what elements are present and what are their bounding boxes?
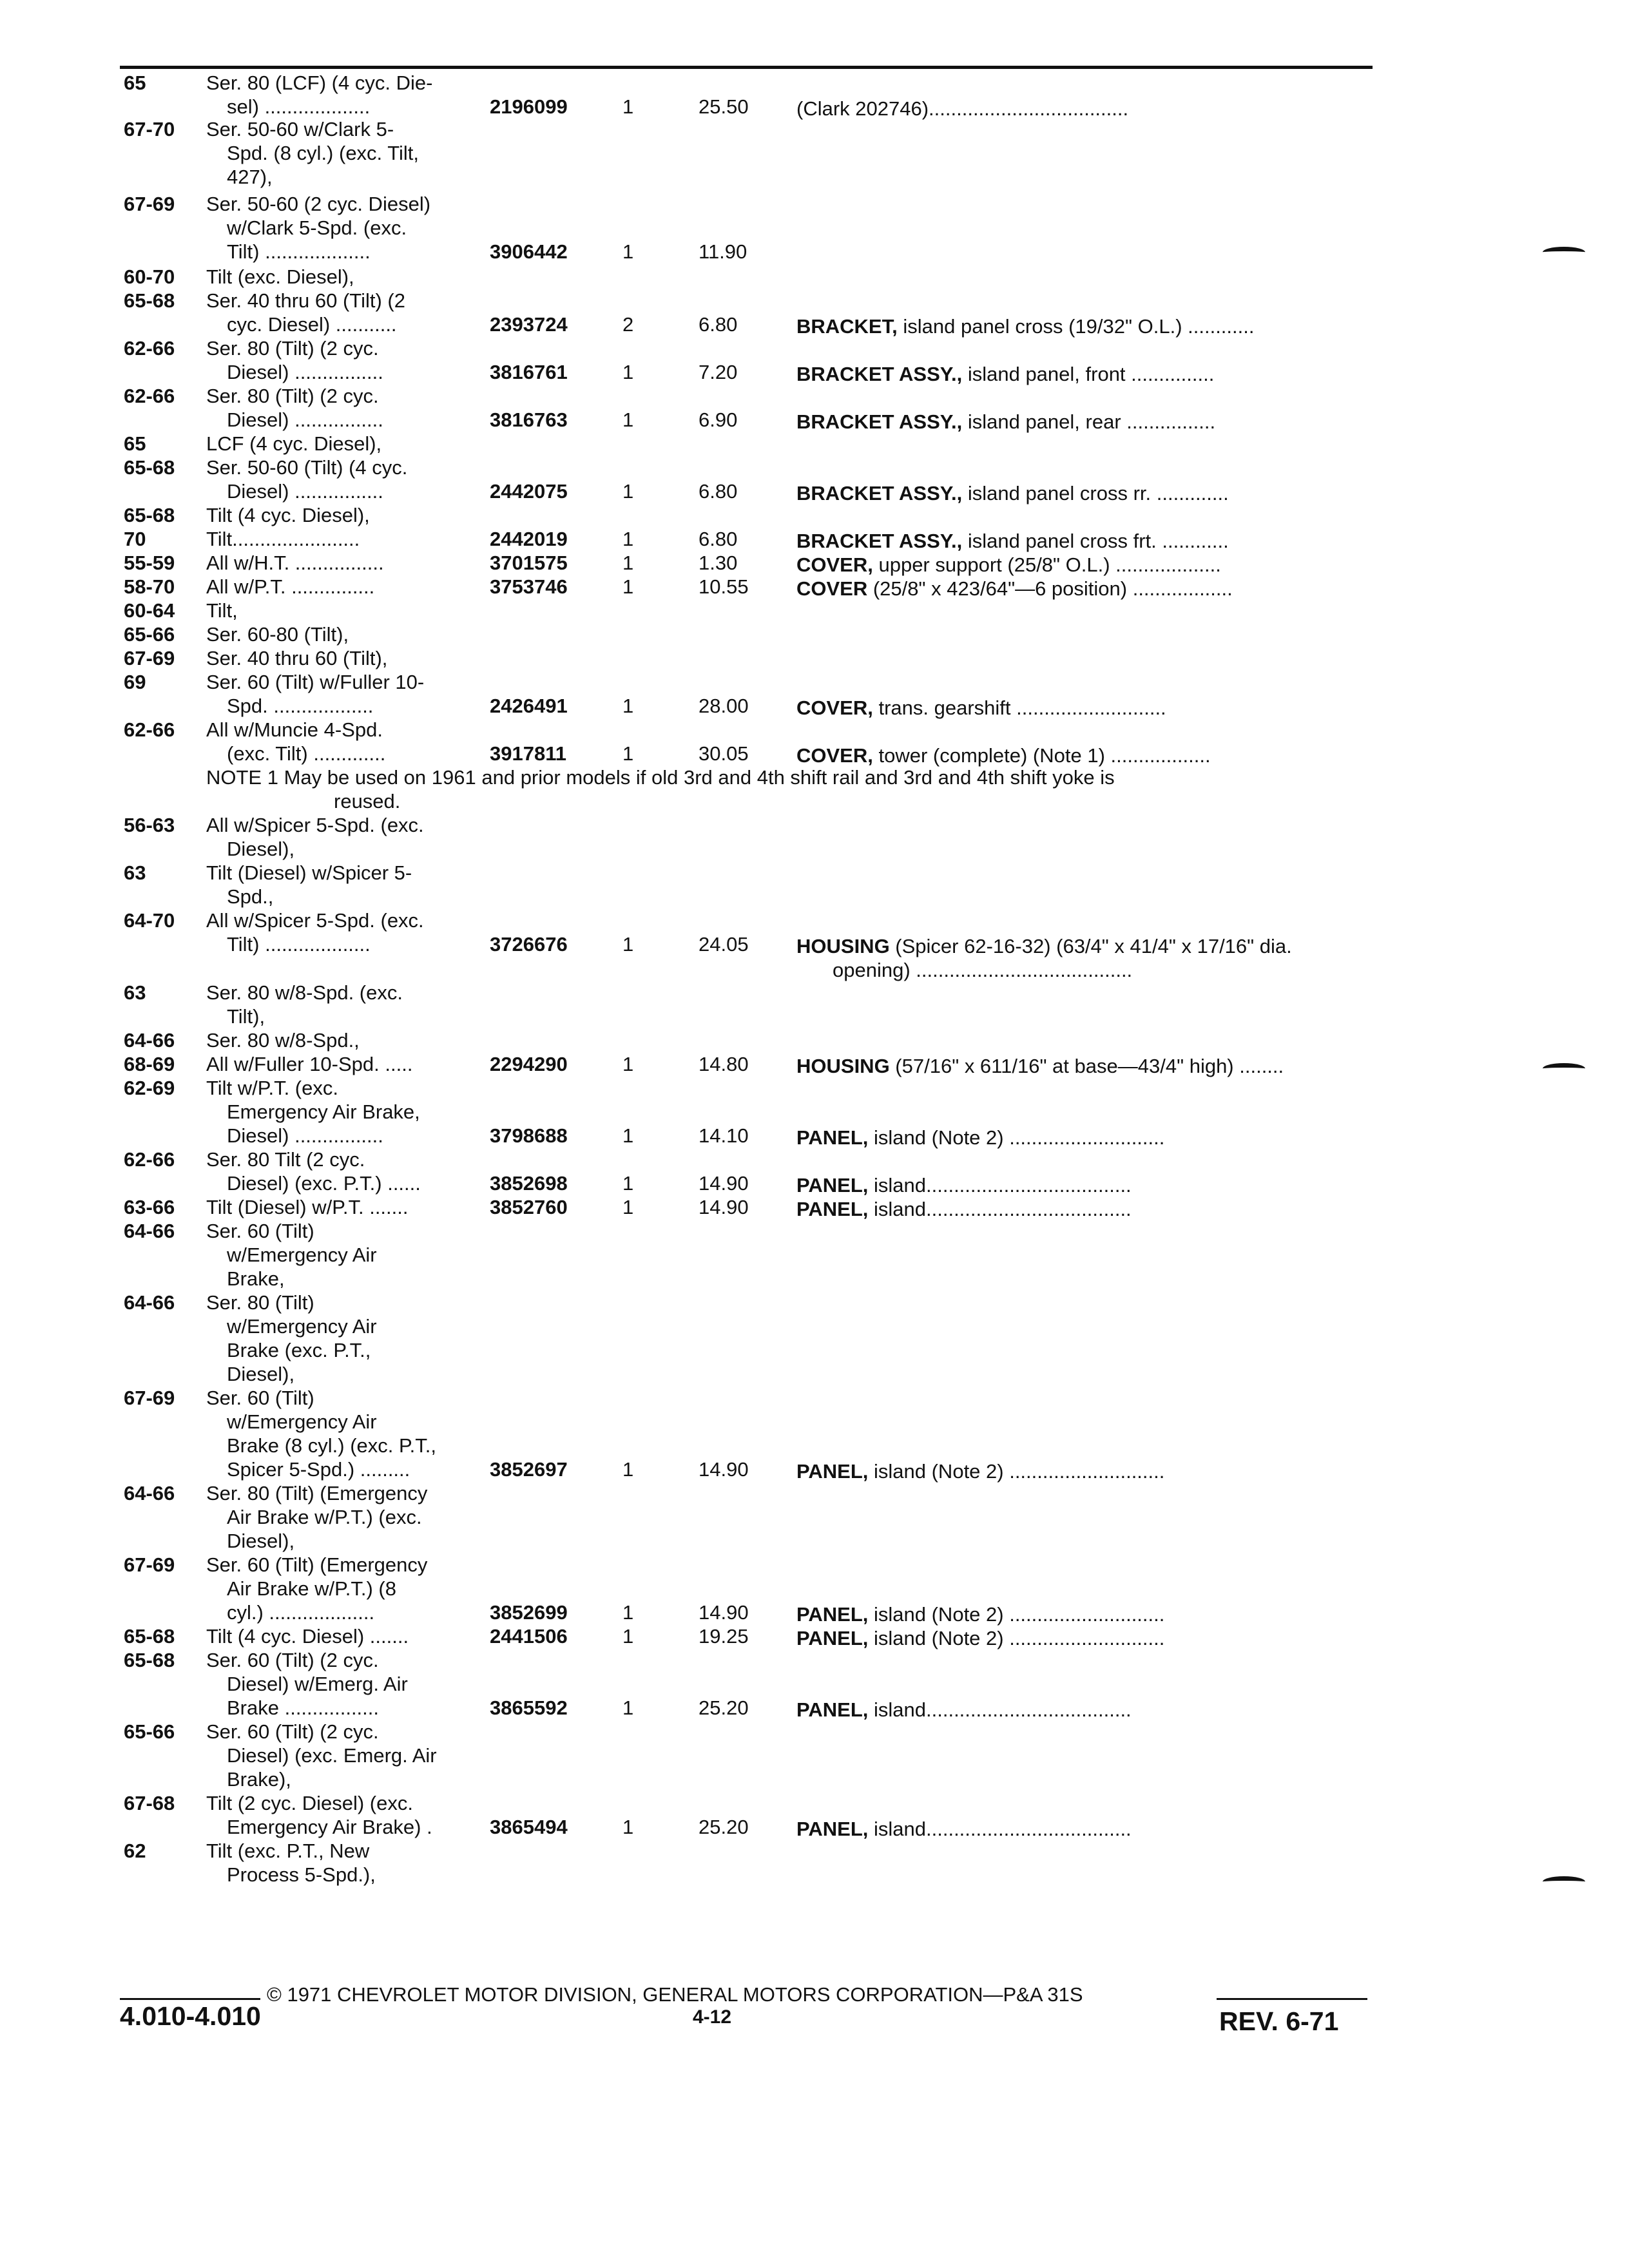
- note-line: NOTE 1 May be used on 1961 and prior models if old 3rd and 4th shift rail and 3rd and 4th shift yoke is: [206, 766, 1115, 789]
- part-name: BRACKET,: [796, 315, 898, 338]
- part-number: 2196099: [490, 95, 568, 118]
- application-text: Ser. 80 (Tilt) (2 cyc.: [206, 385, 379, 407]
- price: 14.80: [699, 1053, 749, 1075]
- application-text: Ser. 60 (Tilt) (2 cyc.: [206, 1649, 379, 1671]
- model-years: 58-70: [124, 575, 175, 598]
- part-description: [796, 97, 1128, 121]
- price: 1.30: [699, 552, 738, 574]
- quantity: 1: [622, 95, 634, 118]
- price: 25.20: [699, 1696, 749, 1719]
- model-years: 70: [124, 528, 146, 550]
- part-detail: island.....................................: [868, 1818, 1132, 1840]
- part-name: PANEL,: [796, 1198, 869, 1220]
- model-years: 67-68: [124, 1792, 175, 1814]
- model-years: 65-68: [124, 1625, 175, 1648]
- application-text: All w/Fuller 10-Spd. .....: [206, 1053, 413, 1075]
- part-detail: island (Note 2) ............................: [868, 1460, 1165, 1483]
- price: 6.80: [699, 528, 738, 550]
- part-description: [796, 1197, 1132, 1222]
- application-text: Ser. 60 (Tilt) (Emergency: [206, 1553, 428, 1576]
- model-years: 63-66: [124, 1196, 175, 1218]
- application-text: Spd.,: [227, 885, 274, 908]
- part-detail: island panel, rear ................: [962, 410, 1216, 433]
- part-description: [796, 529, 1229, 553]
- part-name: COVER,: [796, 744, 873, 767]
- model-years: 67-70: [124, 118, 175, 140]
- model-years: 67-69: [124, 1553, 175, 1576]
- model-years: 64-70: [124, 909, 175, 932]
- application-text: cyc. Diesel) ...........: [227, 313, 397, 336]
- price: 6.90: [699, 408, 738, 431]
- application-text: Brake (exc. P.T.,: [227, 1339, 371, 1361]
- price: 7.20: [699, 361, 738, 383]
- application-text: Tilt),: [227, 1005, 265, 1028]
- part-number: 3852698: [490, 1172, 568, 1195]
- part-detail: island (Note 2) ............................: [868, 1603, 1165, 1626]
- part-detail: upper support (25/8" O.L.) ...................: [872, 553, 1221, 576]
- footer-copyright: © 1971 CHEVROLET MOTOR DIVISION, GENERAL MOTORS CORPORATION—P&A 31S: [267, 1983, 1083, 2006]
- application-text: Diesel) ................: [227, 480, 383, 503]
- top-rule: [120, 66, 1373, 69]
- price: 14.10: [699, 1124, 749, 1147]
- part-number: 2393724: [490, 313, 568, 336]
- footer-rule: [1217, 1998, 1367, 2000]
- model-years: 62-69: [124, 1077, 175, 1099]
- application-text: LCF (4 cyc. Diesel),: [206, 432, 382, 455]
- part-description: [796, 744, 1211, 768]
- model-years: 67-69: [124, 647, 175, 669]
- price: 10.55: [699, 575, 749, 598]
- part-description: [796, 1817, 1132, 1841]
- application-text: 427),: [227, 166, 273, 188]
- page-notch-mark: [1543, 1063, 1585, 1074]
- model-years: 65-66: [124, 623, 175, 646]
- price: 25.50: [699, 95, 749, 118]
- application-text: Spd. (8 cyl.) (exc. Tilt,: [227, 142, 419, 164]
- application-text: Ser. 60 (Tilt) w/Fuller 10-: [206, 671, 425, 693]
- part-detail: island panel cross (19/32" O.L.) ............: [897, 315, 1255, 338]
- part-name: PANEL,: [796, 1460, 869, 1483]
- part-name: COVER,: [796, 697, 873, 719]
- part-description: [796, 1602, 1164, 1627]
- part-detail: island panel cross frt. ............: [962, 530, 1229, 552]
- part-number: 2442075: [490, 480, 568, 503]
- application-text: sel) ...................: [227, 95, 371, 118]
- application-text: Ser. 80 w/8-Spd. (exc.: [206, 981, 403, 1004]
- application-text: Ser. 60 (Tilt): [206, 1220, 314, 1242]
- part-detail: (57/16" x 611/16" at base—43/4" high) ........: [889, 1055, 1284, 1077]
- application-text: Process 5-Spd.),: [227, 1863, 376, 1886]
- model-years: 62-66: [124, 1148, 175, 1171]
- price: 28.00: [699, 695, 749, 717]
- price: 14.90: [699, 1196, 749, 1218]
- part-description: [796, 553, 1221, 577]
- quantity: 1: [622, 695, 634, 717]
- price: 30.05: [699, 742, 749, 765]
- quantity: 1: [622, 361, 634, 383]
- application-text: Tilt) ...................: [227, 933, 371, 956]
- model-years: 65: [124, 72, 146, 94]
- application-text: Tilt,: [206, 599, 238, 622]
- model-years: 63: [124, 861, 146, 884]
- price: 6.80: [699, 480, 738, 503]
- part-number: 3816761: [490, 361, 568, 383]
- quantity: 2: [622, 313, 634, 336]
- part-number: 2442019: [490, 528, 568, 550]
- part-description: [796, 577, 1233, 601]
- application-text: Air Brake w/P.T.) (exc.: [227, 1506, 422, 1528]
- page-notch-mark: [1543, 247, 1585, 258]
- part-number: 3865494: [490, 1816, 568, 1838]
- application-text: Spd. ..................: [227, 695, 374, 717]
- application-text: Tilt (2 cyc. Diesel) (exc.: [206, 1792, 413, 1814]
- part-number: 3852699: [490, 1601, 568, 1624]
- part-description: [796, 1626, 1164, 1651]
- model-years: 65-68: [124, 289, 175, 312]
- application-text: Diesel) w/Emerg. Air: [227, 1673, 408, 1695]
- part-description: [796, 696, 1166, 720]
- part-number: 3753746: [490, 575, 568, 598]
- part-number: 2294290: [490, 1053, 568, 1075]
- footer-rule: [120, 1998, 260, 2000]
- model-years: 64-66: [124, 1482, 175, 1504]
- part-detail: trans. gearshift ...........................: [872, 697, 1166, 719]
- quantity: 1: [622, 742, 634, 765]
- price: 6.80: [699, 313, 738, 336]
- model-years: 62: [124, 1840, 146, 1862]
- model-years: 60-70: [124, 265, 175, 288]
- application-text: All w/Spicer 5-Spd. (exc.: [206, 909, 424, 932]
- model-years: 62-66: [124, 337, 175, 360]
- part-name: COVER,: [796, 553, 873, 576]
- part-description: [796, 934, 1292, 959]
- application-text: Tilt (exc. P.T., New: [206, 1840, 370, 1862]
- part-name: PANEL,: [796, 1126, 869, 1149]
- model-years: 63: [124, 981, 146, 1004]
- application-text: (exc. Tilt) .............: [227, 742, 386, 765]
- application-text: Ser. 80 (LCF) (4 cyc. Die-: [206, 72, 433, 94]
- part-name: BRACKET ASSY.,: [796, 410, 963, 433]
- price: 11.90: [699, 240, 747, 263]
- part-name: PANEL,: [796, 1698, 869, 1721]
- part-description: [796, 1698, 1132, 1722]
- application-text: Diesel),: [227, 1530, 295, 1552]
- application-text: Tilt (4 cyc. Diesel),: [206, 504, 370, 526]
- application-text: Emergency Air Brake,: [227, 1100, 420, 1123]
- application-text: Diesel) ................: [227, 361, 383, 383]
- part-name: PANEL,: [796, 1818, 869, 1840]
- model-years: 65-66: [124, 1720, 175, 1743]
- model-years: 64-66: [124, 1291, 175, 1314]
- part-name: BRACKET ASSY.,: [796, 363, 963, 385]
- part-detail: island panel, front ...............: [962, 363, 1215, 385]
- price: 14.90: [699, 1601, 749, 1624]
- application-text: Ser. 80 (Tilt): [206, 1291, 314, 1314]
- application-text: Ser. 50-60 w/Clark 5-: [206, 118, 394, 140]
- application-text: Ser. 80 (Tilt) (2 cyc.: [206, 337, 379, 360]
- application-text: All w/Spicer 5-Spd. (exc.: [206, 814, 424, 836]
- part-description: [796, 1054, 1284, 1079]
- price: 19.25: [699, 1625, 749, 1648]
- quantity: 1: [622, 1816, 634, 1838]
- model-years: 62-66: [124, 718, 175, 741]
- application-text: All w/Muncie 4-Spd.: [206, 718, 383, 741]
- revision: REV. 6-71: [1219, 2006, 1339, 2036]
- application-text: Ser. 80 (Tilt) (Emergency: [206, 1482, 428, 1504]
- part-number: 3865592: [490, 1696, 568, 1719]
- part-number: 3917811: [490, 742, 566, 765]
- application-text: Brake (8 cyl.) (exc. P.T.,: [227, 1434, 437, 1457]
- application-text: Brake,: [227, 1267, 285, 1290]
- model-years: 60-64: [124, 599, 175, 622]
- application-text: Air Brake w/P.T.) (8: [227, 1577, 397, 1600]
- model-years: 64-66: [124, 1220, 175, 1242]
- model-years: 65-68: [124, 1649, 175, 1671]
- application-text: Diesel) (exc. Emerg. Air: [227, 1744, 437, 1767]
- application-text: Tilt (exc. Diesel),: [206, 265, 354, 288]
- price: 25.20: [699, 1816, 749, 1838]
- part-name: PANEL,: [796, 1603, 869, 1626]
- application-text: Tilt (4 cyc. Diesel) .......: [206, 1625, 409, 1648]
- quantity: 1: [622, 240, 634, 263]
- quantity: 1: [622, 1053, 634, 1075]
- part-detail: (25/8" x 423/64"—6 position) ..................: [867, 577, 1233, 600]
- quantity: 1: [622, 1625, 634, 1648]
- part-number: 3906442: [490, 240, 568, 263]
- part-name: HOUSING: [796, 1055, 890, 1077]
- quantity: 1: [622, 1124, 634, 1147]
- part-detail: (Spicer 62-16-32) (63/4" x 41/4" x 17/16" dia.: [889, 935, 1292, 957]
- part-description: [796, 362, 1214, 387]
- part-description: [796, 481, 1229, 506]
- model-years: 55-59: [124, 552, 175, 574]
- model-years: 65: [124, 432, 146, 455]
- part-number: 3726676: [490, 933, 568, 956]
- part-number: 3701575: [490, 552, 568, 574]
- application-text: All w/P.T. ...............: [206, 575, 375, 598]
- application-text: Ser. 60 (Tilt) (2 cyc.: [206, 1720, 379, 1743]
- price: 14.90: [699, 1172, 749, 1195]
- part-name: PANEL,: [796, 1174, 869, 1196]
- part-number: 3852697: [490, 1458, 568, 1481]
- application-text: Diesel),: [227, 838, 295, 860]
- application-text: Tilt (Diesel) w/P.T. .......: [206, 1196, 409, 1218]
- page-notch-mark: [1543, 1876, 1585, 1887]
- part-name: BRACKET ASSY.,: [796, 530, 963, 552]
- application-text: Tilt) ...................: [227, 240, 371, 263]
- application-text: w/Emergency Air: [227, 1410, 377, 1433]
- model-years: 65-68: [124, 456, 175, 479]
- part-name: BRACKET ASSY.,: [796, 482, 963, 505]
- application-text: Brake),: [227, 1768, 291, 1791]
- application-text: Ser. 60 (Tilt): [206, 1387, 314, 1409]
- application-text: Ser. 50-60 (2 cyc. Diesel): [206, 193, 431, 215]
- quantity: 1: [622, 528, 634, 550]
- model-years: 67-69: [124, 193, 175, 215]
- model-years: 65-68: [124, 504, 175, 526]
- application-text: Ser. 80 Tilt (2 cyc.: [206, 1148, 365, 1171]
- model-years: 62-66: [124, 385, 175, 407]
- quantity: 1: [622, 575, 634, 598]
- part-detail: (Clark 202746)....................................: [796, 97, 1129, 120]
- application-text: Spicer 5-Spd.) .........: [227, 1458, 410, 1481]
- part-detail: island.....................................: [868, 1198, 1132, 1220]
- part-detail: island panel cross rr. .............: [962, 482, 1229, 505]
- part-name: PANEL,: [796, 1627, 869, 1649]
- model-years: 64-66: [124, 1029, 175, 1052]
- model-years: 69: [124, 671, 146, 693]
- part-detail: island.....................................: [868, 1174, 1132, 1196]
- application-text: Tilt w/P.T. (exc.: [206, 1077, 338, 1099]
- application-text: Ser. 60-80 (Tilt),: [206, 623, 349, 646]
- quantity: 1: [622, 1601, 634, 1624]
- note-line: reused.: [334, 790, 401, 812]
- price: 14.90: [699, 1458, 749, 1481]
- application-text: Emergency Air Brake) .: [227, 1816, 432, 1838]
- quantity: 1: [622, 1696, 634, 1719]
- application-text: w/Emergency Air: [227, 1315, 377, 1338]
- part-number: 2426491: [490, 695, 568, 717]
- application-text: Diesel) ................: [227, 1124, 383, 1147]
- application-text: cyl.) ...................: [227, 1601, 375, 1624]
- application-text: All w/H.T. ................: [206, 552, 384, 574]
- application-text: Brake .................: [227, 1696, 380, 1719]
- part-name: COVER: [796, 577, 868, 600]
- model-years: 68-69: [124, 1053, 175, 1075]
- part-number: 3816763: [490, 408, 568, 431]
- part-detail: island (Note 2) ............................: [868, 1627, 1165, 1649]
- quantity: 1: [622, 1196, 634, 1218]
- application-text: Tilt (Diesel) w/Spicer 5-: [206, 861, 412, 884]
- part-name: HOUSING: [796, 935, 890, 957]
- quantity: 1: [622, 480, 634, 503]
- quantity: 1: [622, 1458, 634, 1481]
- part-number: 3852760: [490, 1196, 568, 1218]
- page-number: 4-12: [693, 2006, 732, 2028]
- part-description: [796, 1126, 1164, 1150]
- model-years: 67-69: [124, 1387, 175, 1409]
- application-text: Ser. 50-60 (Tilt) (4 cyc.: [206, 456, 408, 479]
- part-detail-continued: opening) .......................................: [833, 959, 1133, 981]
- quantity: 1: [622, 408, 634, 431]
- quantity: 1: [622, 1172, 634, 1195]
- application-text: Tilt.......................: [206, 528, 360, 550]
- application-text: Diesel) ................: [227, 408, 383, 431]
- application-text: w/Emergency Air: [227, 1244, 377, 1266]
- model-years: 56-63: [124, 814, 175, 836]
- application-text: Diesel) (exc. P.T.) ......: [227, 1172, 421, 1195]
- part-description: [796, 1459, 1164, 1484]
- quantity: 1: [622, 933, 634, 956]
- price: 24.05: [699, 933, 749, 956]
- part-detail: tower (complete) (Note 1) ..................: [872, 744, 1211, 767]
- part-number: 3798688: [490, 1124, 568, 1147]
- application-text: Ser. 40 thru 60 (Tilt) (2: [206, 289, 405, 312]
- part-description: [796, 314, 1254, 339]
- application-text: Diesel),: [227, 1363, 295, 1385]
- section-number: 4.010-4.010: [120, 2001, 261, 2031]
- part-description: [796, 1173, 1132, 1198]
- quantity: 1: [622, 552, 634, 574]
- part-detail: island.....................................: [868, 1698, 1132, 1721]
- application-text: Ser. 40 thru 60 (Tilt),: [206, 647, 388, 669]
- application-text: w/Clark 5-Spd. (exc.: [227, 216, 407, 239]
- part-description: [796, 410, 1215, 434]
- part-detail: island (Note 2) ............................: [868, 1126, 1165, 1149]
- part-number: 2441506: [490, 1625, 568, 1648]
- application-text: Ser. 80 w/8-Spd.,: [206, 1029, 360, 1052]
